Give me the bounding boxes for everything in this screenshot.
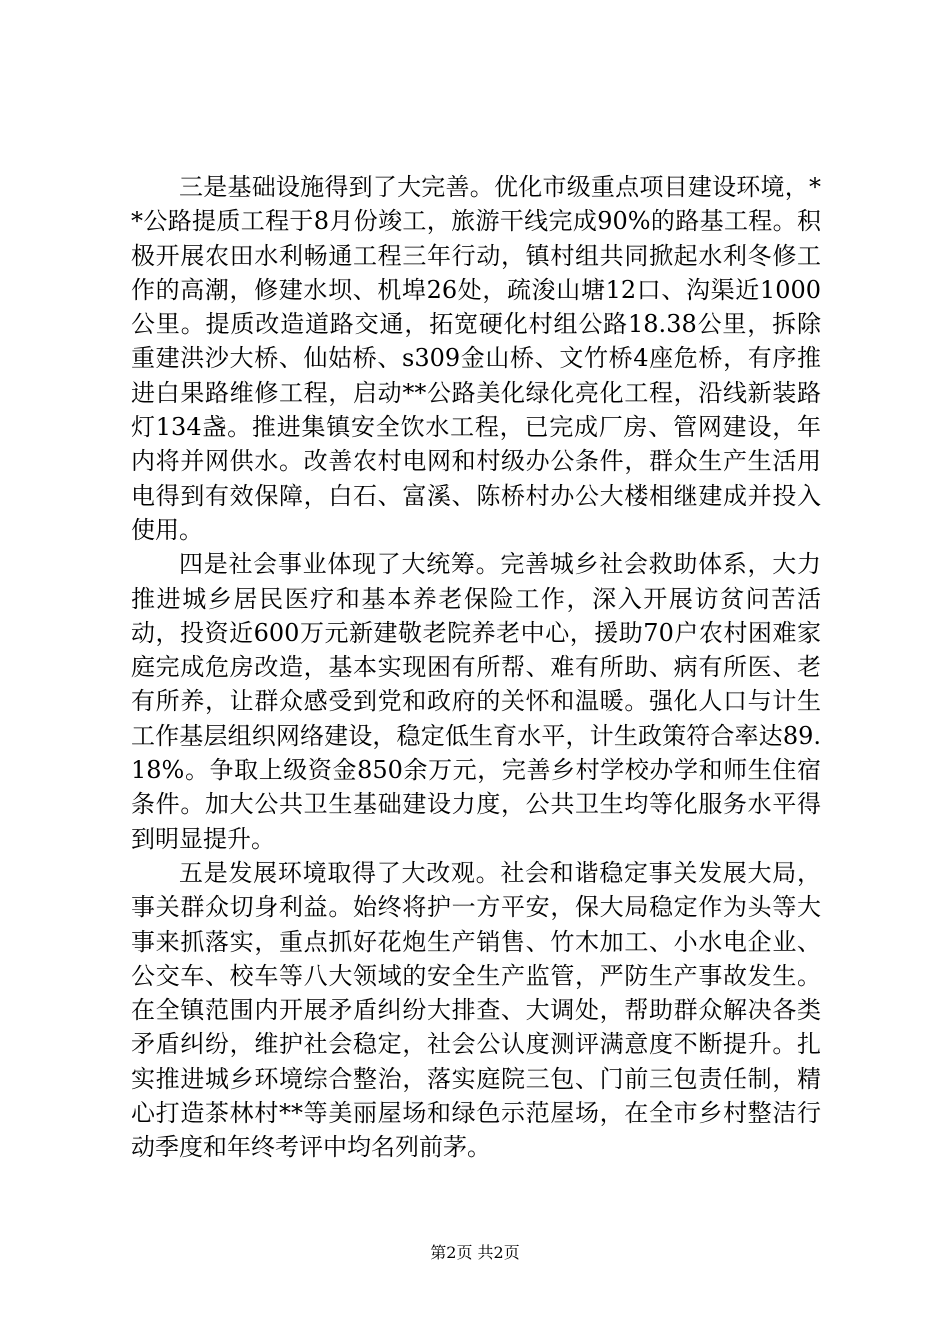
page-footer: 第2页 共2页	[430, 1243, 520, 1262]
paragraph-social-affairs: 四是社会事业体现了大统筹。完善城乡社会救助体系，大力推进城乡居民医疗和基本养老保险工作，深入开展访贫问苦活动，投资近600万元新建敬老院养老中心，援助70户农村困难家庭完成危房改造，基本实现困有所帮、难有所助、病有所医、老有所养，让群众感受到党和政府的关怀和温暖。强化人口与计生工作基层组织网络建设，稳定低生育水平，计生政策符合率达89.18%。争取上级资金850余万元，完善乡村学校办学和师生住宿条件。加大公共卫生基础建设力度，公共卫生均等化服务水平得到明显提升。	[131, 550, 821, 853]
document-body	[131, 170, 821, 1165]
paragraph-infrastructure: 三是基础设施得到了大完善。优化市级重点项目建设环境，**公路提质工程于8月份竣工，旅游干线完成90%的路基工程。积极开展农田水利畅通工程三年行动，镇村组共同掀起水利冬修工作的高潮，修建水坝、机埠26处，疏浚山塘12口、沟渠近1000公里。提质改造道路交通，拓宽硬化村组公路18.38公里，拆除重建洪沙大桥、仙姑桥、s309金山桥、文竹桥4座危桥，有序推进白果路维修工程，启动**公路美化绿化亮化工程，沿线新装路灯134盏。推进集镇安全饮水工程，已完成厂房、管网建设，年内将并网供水。改善农村电网和村级办公条件，群众生产生活用电得到有效保障，白石、富溪、陈桥村办公大楼相继建成并投入使用。	[131, 173, 821, 544]
paragraph-environment: 五是发展环境取得了大改观。社会和谐稳定事关发展大局，事关群众切身利益。始终将护一方平安，保大局稳定作为头等大事来抓落实，重点抓好花炮生产销售、竹木加工、小水电企业、公交车、校车等八大领域的安全生产监管，严防生产事故发生。在全镇范围内开展矛盾纠纷大排查、大调处，帮助群众解决各类矛盾纠纷，维护社会稳定，社会公认度测评满意度不断提升。扎实推进城乡环境综合整治，落实庭院三包、门前三包责任制，精心打造茶林村**等美丽屋场和绿色示范屋场，在全市乡村整洁行动季度和年终考评中均名列前茅。	[131, 858, 821, 1162]
